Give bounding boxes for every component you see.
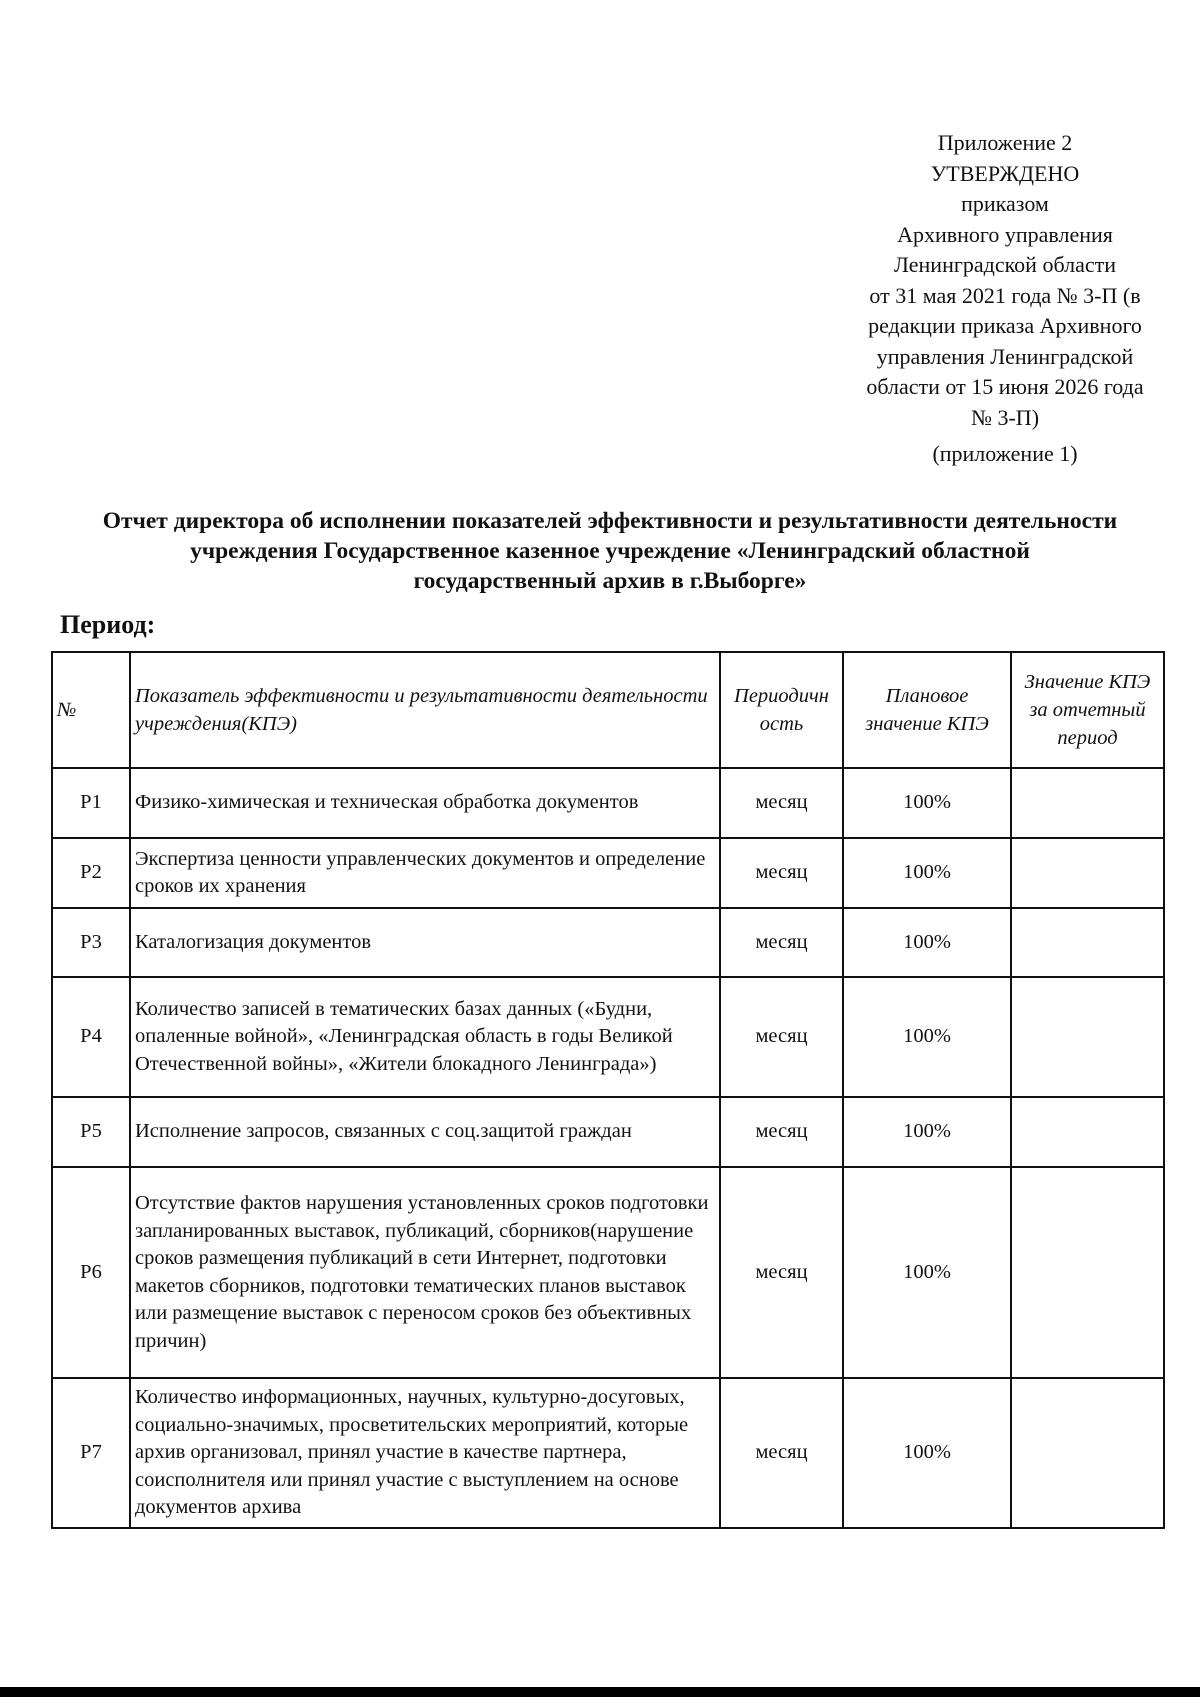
table-row [52, 1167, 1164, 1378]
approval-line: от 31 мая 2021 года № 3-П (в [869, 282, 1141, 308]
row-planned: 100% [843, 838, 1011, 908]
row-actual [1011, 1097, 1164, 1167]
row-planned: 100% [843, 1167, 1011, 1378]
row-planned: 100% [843, 1097, 1011, 1167]
approval-line: № 3-П) [970, 404, 1040, 430]
report-title-line: учреждения Государственное казенное учреждение «Ленинградский областной [190, 538, 1030, 564]
row-actual [1011, 768, 1164, 838]
row-number: P2 [52, 838, 130, 908]
row-periodicity: месяц [720, 1167, 843, 1378]
report-title-line: государственный архив в г.Выборге» [413, 568, 807, 594]
row-planned: 100% [843, 977, 1011, 1097]
approval-line: Архивного управления [897, 221, 1113, 247]
row-number: P6 [52, 1167, 130, 1378]
report-title-line: Отчет директора об исполнении показателей эффективности и результативности деятельности [102, 508, 1118, 534]
approval-line: (приложение 1) [932, 441, 1078, 466]
row-indicator: Физико-химическая и техническая обработка документов [130, 768, 720, 838]
approval-block [840, 128, 1170, 470]
approval-line: управления Ленинградской [876, 343, 1134, 369]
period-label: Период: [60, 610, 156, 639]
row-periodicity: месяц [720, 838, 843, 908]
row-indicator: Отсутствие фактов нарушения установленных сроков подготовки запланированных выставок, публикаций, сборников(нарушение сроков размещения публикаций в сети Интернет, подготовки макетов сборников, подготовки тематических планов выставок или размещение выставок с переносом сроков без объективных причин) [130, 1167, 720, 1378]
row-indicator: Каталогизация документов [130, 908, 720, 977]
row-number: P5 [52, 1097, 130, 1167]
row-planned: 100% [843, 908, 1011, 977]
approval-line: области от 15 июня 2026 года [866, 374, 1144, 399]
row-planned: 100% [843, 1378, 1011, 1528]
table-row [52, 768, 1164, 838]
row-actual [1011, 977, 1164, 1097]
header-actual: Значение КПЭ за отчетный период [1011, 652, 1164, 768]
row-periodicity: месяц [720, 768, 843, 838]
header-number: № [52, 652, 130, 768]
table-row [52, 1097, 1164, 1167]
header-planned: Плановое значение КПЭ [843, 652, 1011, 768]
row-indicator: Экспертиза ценности управленческих документов и определение сроков их хранения [130, 838, 720, 908]
approval-line: Ленинградской области [894, 252, 1116, 277]
approval-line: редакции приказа Архивного [868, 313, 1142, 338]
header-periodicity: Периодичн ость [720, 652, 843, 768]
scan-bottom-edge [0, 1687, 1200, 1697]
table-row [52, 838, 1164, 908]
header-indicator: Показатель эффективности и результативности деятельности учреждения(КПЭ) [130, 652, 720, 768]
row-actual [1011, 908, 1164, 977]
table-row [52, 977, 1164, 1097]
report-title [45, 506, 1175, 596]
row-indicator: Исполнение запросов, связанных с соц.защитой граждан [130, 1097, 720, 1167]
row-number: P4 [52, 977, 130, 1097]
row-number: P1 [52, 768, 130, 838]
row-periodicity: месяц [720, 1378, 843, 1528]
row-indicator: Количество записей в тематических базах данных («Будни, опаленные войной», «Ленинградская область в годы Великой Отечественной войны», «Жители блокадного Ленинграда») [130, 977, 720, 1097]
row-number: P3 [52, 908, 130, 977]
row-actual [1011, 1378, 1164, 1528]
table-row [52, 908, 1164, 977]
row-actual [1011, 1167, 1164, 1378]
row-periodicity: месяц [720, 977, 843, 1097]
row-actual [1011, 838, 1164, 908]
row-indicator: Количество информационных, научных, культурно-досуговых, социально-значимых, просветительских мероприятий, которые архив организовал, принял участие в качестве партнера, соисполнителя или принял участие с выступлением на основе документов архива [130, 1378, 720, 1528]
table-row [52, 1378, 1164, 1528]
row-periodicity: месяц [720, 908, 843, 977]
approval-line: приказом [961, 191, 1049, 216]
row-planned: 100% [843, 768, 1011, 838]
row-number: P7 [52, 1378, 130, 1528]
kpi-table [51, 651, 1165, 1529]
table-header-row [52, 652, 1164, 768]
row-periodicity: месяц [720, 1097, 843, 1167]
approval-line: Приложение 2 [937, 130, 1073, 155]
approval-line: УТВЕРЖДЕНО [930, 160, 1080, 186]
